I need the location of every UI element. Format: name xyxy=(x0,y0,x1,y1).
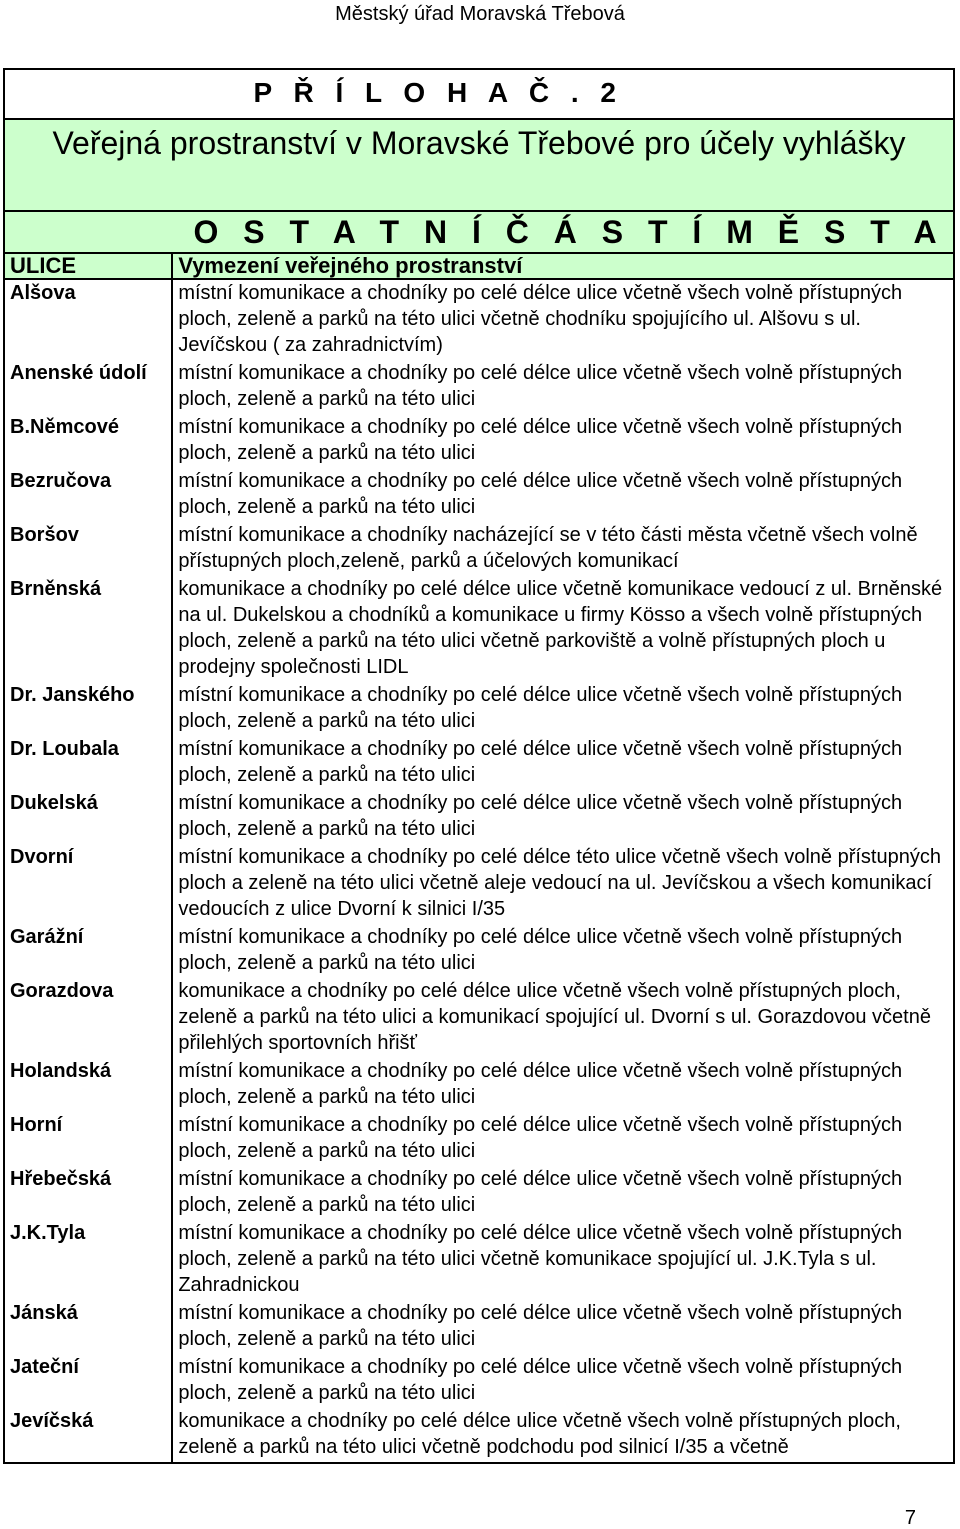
table-header-row xyxy=(4,253,954,279)
table-row xyxy=(4,844,954,924)
street-name: Horní xyxy=(4,1112,172,1166)
column-header-street: ULICE xyxy=(4,253,172,279)
street-description: místní komunikace a chodníky po celé délce ulice včetně všech volně přístupných ploch, zeleně a parků na této ulici xyxy=(172,414,954,468)
street-name: Anenské údolí xyxy=(4,360,172,414)
appendix-title: P Ř Í L O H A Č . 2 xyxy=(4,69,954,119)
street-name: Gorazdova xyxy=(4,978,172,1058)
street-description: místní komunikace a chodníky po celé délce ulice včetně všech volně přístupných ploch, zeleně a parků na této ulici xyxy=(172,360,954,414)
street-description: místní komunikace a chodníky po celé délce ulice včetně všech volně přístupných ploch, zeleně a parků na této ulici včetně chodníku spojujícího ul. Alšovu s ul. Jevíčskou ( za zahradnictvím) xyxy=(172,279,954,360)
public-spaces-table xyxy=(3,68,955,1464)
street-name: Boršov xyxy=(4,522,172,576)
street-name: Dvorní xyxy=(4,844,172,924)
table-row xyxy=(4,978,954,1058)
table-row xyxy=(4,924,954,978)
street-description: komunikace a chodníky po celé délce ulice včetně komunikace vedoucí z ul. Brněnské na ul. Dukelskou a chodníků a komunikace u firmy Kösso a všech volně přístupných ploch, zeleně a parků na této ulici včetně parkoviště a volně přístupných ploch u prodejny společnosti LIDL xyxy=(172,576,954,682)
table-row xyxy=(4,360,954,414)
page-number: 7 xyxy=(904,1507,916,1529)
street-description: místní komunikace a chodníky po celé délce ulice včetně všech volně přístupných ploch, zeleně a parků na této ulici včetně komunikace spojující ul. J.K.Tyla s ul. Zahradnickou xyxy=(172,1220,954,1300)
street-description: místní komunikace a chodníky po celé délce ulice včetně všech volně přístupných ploch, zeleně a parků na této ulici xyxy=(172,468,954,522)
table-row xyxy=(4,1058,954,1112)
street-description: komunikace a chodníky po celé délce ulice včetně všech volně přístupných ploch, zeleně a parků na této ulici a komunikací spojující ul. Dvorní s ul. Gorazdovou včetně přilehlých sportovních hřišť xyxy=(172,978,954,1058)
table-row xyxy=(4,576,954,682)
street-name: Dukelská xyxy=(4,790,172,844)
table-row xyxy=(4,1220,954,1300)
street-name: Jevíčská xyxy=(4,1408,172,1463)
street-description: místní komunikace a chodníky po celé délce této ulice včetně všech volně přístupných ploch a zeleně na této ulici včetně aleje vedoucí na ul. Jevíčskou a všech komunikací vedoucích z ulice Dvorní k silnici I/35 xyxy=(172,844,954,924)
street-name: Holandská xyxy=(4,1058,172,1112)
table-row xyxy=(4,468,954,522)
street-name: Alšova xyxy=(4,279,172,360)
street-description: místní komunikace a chodníky po celé délce ulice včetně všech volně přístupných ploch, zeleně a parků na této ulici xyxy=(172,736,954,790)
page-title: Veřejná prostranství v Moravské Třebové pro účely vyhlášky xyxy=(4,119,954,211)
table-row xyxy=(4,279,954,360)
table-row xyxy=(4,1408,954,1463)
street-name: Brněnská xyxy=(4,576,172,682)
page-header: Městský úřad Moravská Třebová xyxy=(335,3,625,25)
street-description: místní komunikace a chodníky po celé délce ulice včetně všech volně přístupných ploch, zeleně a parků na této ulici xyxy=(172,790,954,844)
street-description: místní komunikace a chodníky po celé délce ulice včetně všech volně přístupných ploch, zeleně a parků na této ulici xyxy=(172,924,954,978)
table-row xyxy=(4,414,954,468)
table-row xyxy=(4,522,954,576)
street-name: Hřebečská xyxy=(4,1166,172,1220)
street-description: místní komunikace a chodníky po celé délce ulice včetně všech volně přístupných ploch, zeleně a parků na této ulici xyxy=(172,1112,954,1166)
street-name: J.K.Tyla xyxy=(4,1220,172,1300)
street-name: Jánská xyxy=(4,1300,172,1354)
table-row xyxy=(4,1354,954,1408)
section-title: O S T A T N Í Č Á S T Í M Ě S T A xyxy=(4,211,954,253)
street-description: místní komunikace a chodníky po celé délce ulice včetně všech volně přístupných ploch, zeleně a parků na této ulici xyxy=(172,1058,954,1112)
table-row xyxy=(4,1112,954,1166)
table-row xyxy=(4,736,954,790)
street-description: místní komunikace a chodníky po celé délce ulice včetně všech volně přístupných ploch, zeleně a parků na této ulici xyxy=(172,1166,954,1220)
table-row xyxy=(4,1166,954,1220)
street-name: Jateční xyxy=(4,1354,172,1408)
street-description: místní komunikace a chodníky po celé délce ulice včetně všech volně přístupných ploch, zeleně a parků na této ulici xyxy=(172,1300,954,1354)
street-description: místní komunikace a chodníky nacházející se v této části města včetně všech volně přístupných ploch,zeleně, parků a účelových komunikací xyxy=(172,522,954,576)
street-name: B.Němcové xyxy=(4,414,172,468)
street-description: komunikace a chodníky po celé délce ulice včetně všech volně přístupných ploch, zeleně a parků na této ulici včetně podchodu pod silnicí I/35 a včetně xyxy=(172,1408,954,1463)
street-name: Dr. Janského xyxy=(4,682,172,736)
street-description: místní komunikace a chodníky po celé délce ulice včetně všech volně přístupných ploch, zeleně a parků na této ulici xyxy=(172,682,954,736)
street-name: Bezručova xyxy=(4,468,172,522)
table-row xyxy=(4,1300,954,1354)
column-header-description: Vymezení veřejného prostranství xyxy=(172,253,954,279)
street-description: místní komunikace a chodníky po celé délce ulice včetně všech volně přístupných ploch, zeleně a parků na této ulici xyxy=(172,1354,954,1408)
street-name: Dr. Loubala xyxy=(4,736,172,790)
table-row xyxy=(4,682,954,736)
table-row xyxy=(4,790,954,844)
street-name: Garážní xyxy=(4,924,172,978)
